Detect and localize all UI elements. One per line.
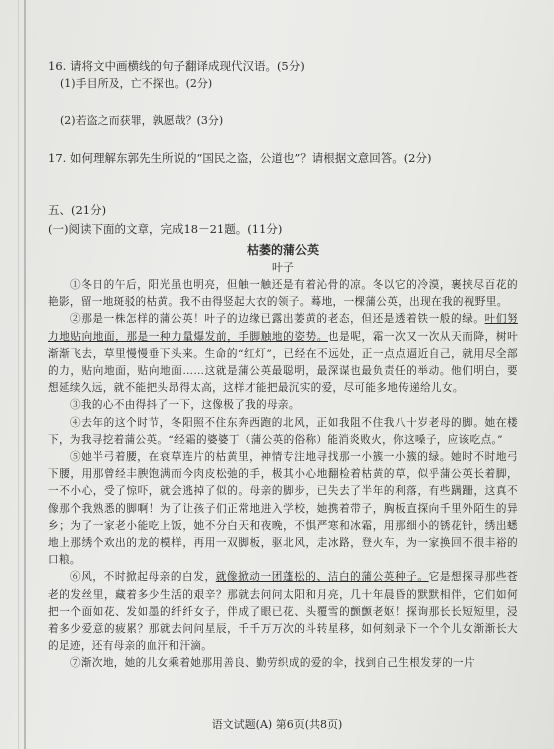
question-16-part-1: (1)手目所及，亡不探也。(2分) [60, 77, 213, 90]
paragraph-2-rest: 也是呢，霜一次又一次从天而降，树叶渐渐飞去，草里慢慢垂下头来。生命的“红灯”，已经在不远处，正一点点逼近自己，就用尽全部的力，贴向地面，贴向地面……这就是蒲公英最聪明，最深谋也最负责任的举动。他们明白，要想延续久远，就不能把头昂得太高，这样才能把最沉实的爱，尽可能多地传递给儿女。 [48, 330, 519, 395]
paragraph-6-lead: ⑥风，不时掀起母亲的白发， [70, 571, 216, 584]
section-five-heading: 五、(21分) [48, 203, 107, 217]
paragraph-7: ⑦渐次地，她的儿女乘着她那用善良、勤劳织成的爱的伞，找到自己生根发芽的一片 [70, 657, 475, 670]
paragraph-2-lead: ②那是一株怎样的蒲公英！叶子的边缘已露出萎黄的老态，但还是透着铁一般的绿。 [70, 313, 485, 326]
paragraph-2-underlined-sentence: 叶们努力地贴向地面，那是一种力量爆发前，手脚触地的姿势。 [48, 313, 518, 343]
paragraph-4: ④去年的这个时节，冬阳照不住东奔西跑的北风，正如我阻不住我八十岁老母的脚。她在楼下，为我寻挖着蒲公英。“经霜的婆婆丁（蒲公英的俗称）能消炎败火，你这嗓子，应该吃点。” [48, 416, 518, 446]
paragraph-3: ③我的心不由得抖了一下，这像极了我的母亲。 [70, 399, 300, 412]
article-body [48, 277, 518, 673]
question-17: 17. 如何理解东郭先生所说的“国民之盗，公道也”？请根据文意回答。(2分) [48, 151, 432, 165]
page-content [48, 58, 518, 673]
question-16-part-2: (2)若盗之而获罪，孰愿哉？(3分) [60, 114, 224, 127]
paragraph-1: ①冬日的午后，阳光虽也明亮，但触一触还是有着沁骨的凉。冬以它的冷漠，裹挟尽百花的艳影，留一地斑驳的枯黄。我不由得竖起大衣的领子。蓦地，一棵蒲公英，出现在我的视野里。 [48, 279, 518, 309]
page-footer: 语文试题(A) 第6页(共8页) [211, 718, 343, 731]
article-title: 枯萎的蒲公英 [246, 243, 319, 257]
paragraph-6-rest: 它是想探寻那些苍老的发丝里，藏着多少生活的艰辛？那就去问问太阳和月亮，几十年晨昏的默默相伴，它们如何把一个面如花、发如墨的纤纤女子，伴成了眼已花、头覆雪的颤颤老妪！探询那长长短短里，浸着多少爱意的疲累？那就去问问星辰，千千万万次的斗转星移，如何刻录下一个个儿女渐渐长大的足迹，还有母亲的血汗和汗滴。 [48, 571, 518, 653]
paragraph-6 [48, 569, 518, 655]
paragraph-5: ⑤她半弓着腰，在衰草连片的枯黄里，神情专注地寻找那一小簇一小簇的绿。她时不时地弓下腰，用那曾经丰腴饱满而今肉皮松弛的手，极其小心地翻检着枯黄的草，似乎蒲公英长着脚，一不小心，受了惊吓，就会逃掉了似的。母亲的脚步，已失去了半年的利落，有些蹒跚，这真不像那个我熟悉的脚啊！为了让孩子们正常地进入学校，她携着带子，胸板直探向千里外陌生的异乡；为了一家老小能吃上饭，她不分白天和夜晚，不惧严寒和冰霜，用那细小的锈花针，绣出蟋地上那绣个欢出的龙的模样，再用一双脚板，驱北风，走冰路，登火车，为一家换回不很丰裕的口粮。 [48, 451, 518, 567]
paragraph-2 [48, 311, 518, 397]
question-16-stem: 16. 请将文中画横线的句子翻译成现代汉语。(5分) [48, 59, 305, 73]
reading-instruction: (一)阅读下面的文章，完成18－21题。(11分) [48, 222, 283, 236]
page-fold-shadow [18, 0, 19, 749]
page-fold-line [24, 0, 26, 749]
article-author: 叶子 [272, 261, 294, 274]
paragraph-6-underlined-sentence: 就像掀动一团蓬松的、洁白的蒲公英种子。 [215, 571, 429, 584]
